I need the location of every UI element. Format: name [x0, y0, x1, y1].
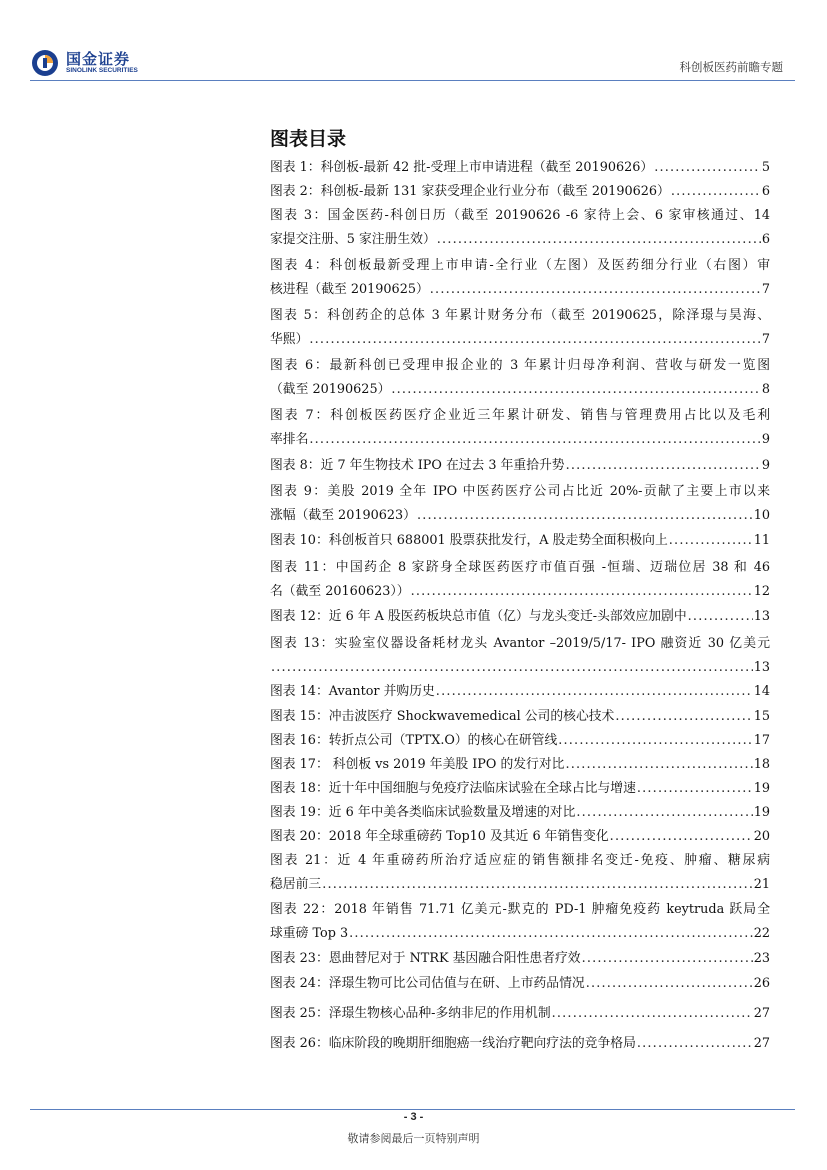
toc-line: [270, 1032, 770, 1056]
toc-entry-title: 图表 1：科创板-最新 42 批-受理上市申请进程（截至 20190626）: [270, 160, 654, 175]
toc-line: [270, 428, 770, 452]
toc-entry[interactable]: [270, 825, 770, 849]
toc-dot-leader: [411, 580, 753, 604]
toc-page-number: 21: [753, 877, 770, 892]
toc-dot-leader: [309, 328, 760, 352]
toc-entry[interactable]: [270, 777, 770, 801]
toc-line: [270, 801, 770, 825]
toc-page-number: 8: [761, 382, 770, 397]
toc-entry-title: 图表 8：近 7 年生物技术 IPO 在过去 3 年重拾升势: [270, 458, 565, 473]
toc-dot-leader: [309, 428, 760, 452]
toc-line: [270, 504, 770, 528]
brand-logo: [30, 48, 160, 80]
toc-line: [270, 873, 770, 897]
toc-dot-leader: [437, 228, 761, 252]
toc-entry-title: 图表 17： 科创板 vs 2019 年美股 IPO 的发行对比: [270, 757, 565, 772]
toc-dot-leader: [582, 947, 753, 971]
toc-line: [270, 180, 770, 204]
toc-entry-title: 图表 20：2018 年全球重磅药 Top10 及其近 6 年销售变化: [270, 829, 609, 844]
toc-entry-title: 图表 25：泽璟生物核心品种-多纳非尼的作用机制: [270, 1006, 551, 1021]
toc-dot-leader: [322, 873, 753, 897]
toc-line: [270, 922, 770, 946]
toc-entry[interactable]: [270, 753, 770, 777]
toc-page-number: 17: [753, 733, 770, 748]
toc-entry[interactable]: [270, 204, 770, 252]
toc-line: [270, 972, 770, 996]
page-number: - 3 -: [403, 1111, 424, 1123]
toc-dot-leader: [688, 605, 753, 629]
toc-page-number: 6: [761, 232, 770, 247]
toc-page-number: 12: [753, 584, 770, 599]
toc-line: [270, 605, 770, 629]
header-divider: [30, 80, 795, 81]
toc-line: [270, 304, 770, 328]
toc-line: [270, 156, 770, 180]
toc-line: [270, 580, 770, 604]
toc-entry[interactable]: [270, 180, 770, 204]
toc-page-number: 14: [753, 684, 770, 699]
toc-line: [270, 204, 770, 228]
toc-dot-leader: [566, 454, 761, 478]
toc-dot-leader: [654, 156, 761, 180]
toc-dot-leader: [610, 825, 753, 849]
toc-line: [270, 947, 770, 971]
toc-entry-title: 稳居前三: [270, 877, 322, 892]
toc-dot-leader: [615, 705, 752, 729]
toc-line: [270, 529, 770, 553]
toc-entry[interactable]: [270, 1002, 770, 1026]
toc-entry-title: 华熙）: [270, 332, 309, 347]
toc-entry[interactable]: [270, 680, 770, 704]
toc-page-number: 9: [761, 432, 770, 447]
toc-entry-title: 图表 22：2018 年销售 71.71 亿美元-默克的 PD-1 肿瘤免疫药 keytruda 跃局全: [270, 902, 770, 917]
toc-entry[interactable]: [270, 632, 770, 680]
toc-dot-leader: [271, 656, 753, 680]
toc-entry[interactable]: [270, 972, 770, 996]
toc-entry[interactable]: [270, 947, 770, 971]
toc-page-number: 22: [753, 926, 770, 941]
toc-dot-leader: [565, 753, 752, 777]
toc-dot-leader: [637, 777, 753, 801]
toc-dot-leader: [576, 801, 752, 825]
toc-page-number: 6: [761, 184, 770, 199]
toc-entry-title: 图表 24：泽璟生物可比公司估值与在研、上市药品情况: [270, 976, 585, 991]
toc-dot-leader: [637, 1032, 753, 1056]
toc-entry-title: 涨幅（截至 20190623）: [270, 508, 416, 523]
toc-entry[interactable]: [270, 1032, 770, 1056]
sinolink-logo-icon: [30, 48, 60, 78]
toc-entry-title: 球重磅 Top 3: [270, 926, 349, 941]
toc-page-number: 23: [753, 951, 770, 966]
toc-line: [270, 825, 770, 849]
toc-entry-title: 图表 23：恩曲替尼对于 NTRK 基因融合阳性患者疗效: [270, 951, 581, 966]
toc-entry-title: 图表 21：近 4 年重磅药所治疗适应症的销售额排名变迁-免疫、肿瘤、糖尿病: [270, 853, 770, 868]
toc-page-number: 26: [753, 976, 770, 991]
toc-entry-title: 图表 3：国金医药-科创日历（截至 20190626 -6 家待上会、6 家审核通过、14: [270, 208, 770, 223]
toc-line: [270, 656, 770, 680]
toc-dot-leader: [349, 922, 753, 946]
toc-dot-leader: [391, 378, 760, 402]
toc-page-number: 27: [753, 1006, 770, 1021]
toc-dot-leader: [669, 529, 753, 553]
toc-line: [270, 849, 770, 873]
toc-entry[interactable]: [270, 801, 770, 825]
toc-line: [270, 278, 770, 302]
toc-entry-title: 图表 14：Avantor 并购历史: [270, 684, 435, 699]
toc-entry-title: 图表 9：美股 2019 全年 IPO 中医药医疗公司占比近 20%-贡献了主要上市以来: [270, 484, 770, 499]
toc-dot-leader: [417, 504, 753, 528]
toc-line: [270, 680, 770, 704]
toc-entry-title: 家提交注册、5 家注册生效）: [270, 232, 436, 247]
toc-heading: 图表目录: [270, 128, 347, 150]
brand-name-cn: 国金证券: [66, 50, 131, 68]
toc-dot-leader: [671, 180, 761, 204]
toc-entry-title: 图表 11：中国药企 8 家跻身全球医药医疗市值百强 -恒瑞、迈瑞位居 38 和 46: [270, 560, 770, 575]
toc-entry[interactable]: [270, 254, 770, 302]
toc-dot-leader: [430, 278, 761, 302]
toc-line: [270, 228, 770, 252]
toc-page-number: 7: [761, 282, 770, 297]
toc-line: [270, 705, 770, 729]
toc-entry-title: 率排名: [270, 432, 309, 447]
toc-line: [270, 404, 770, 428]
toc-entry[interactable]: [270, 729, 770, 753]
toc-entry[interactable]: [270, 898, 770, 946]
toc-entry-title: 图表 13：实验室仪器设备耗材龙头 Avantor –2019/5/17- IPO 融资近 30 亿美元: [270, 636, 770, 651]
toc-page-number: 5: [761, 160, 770, 175]
toc-entry-title: 图表 10：科创板首只 688001 股票获批发行，A 股走势全面积极向上: [270, 533, 668, 548]
toc-entry-title: 图表 6：最新科创已受理申报企业的 3 年累计归母净利润、营收与研发一览图: [270, 358, 770, 373]
toc-entry[interactable]: [270, 404, 770, 452]
toc-entry-title: 图表 18：近十年中国细胞与免疫疗法临床试验在全球占比与增速: [270, 781, 636, 796]
toc-page-number: 7: [761, 332, 770, 347]
toc-line: [270, 753, 770, 777]
toc-entry[interactable]: [270, 529, 770, 553]
toc-entry-title: 名（截至 20160623））: [270, 584, 410, 599]
toc-line: [270, 898, 770, 922]
toc-line: [270, 632, 770, 656]
toc-page-number: 19: [753, 781, 770, 796]
toc-entry[interactable]: [270, 480, 770, 528]
toc-entry-title: 图表 5：科创药企的总体 3 年累计财务分布（截至 20190625，除泽璟与昊海、: [270, 308, 770, 323]
toc-page-number: 11: [753, 533, 770, 548]
toc-entry[interactable]: [270, 556, 770, 604]
toc-line: [270, 1002, 770, 1026]
toc-entry[interactable]: [270, 454, 770, 478]
toc-entry-title: 图表 12：近 6 年 A 股医药板块总市值（亿）与龙头变迁-头部效应加剧中: [270, 609, 687, 624]
footer-divider: [30, 1109, 795, 1110]
toc-dot-leader: [558, 729, 752, 753]
toc-entry[interactable]: [270, 605, 770, 629]
report-title: 科创板医药前瞻专题: [679, 60, 783, 74]
toc-line: [270, 354, 770, 378]
toc-entry-title: 图表 7：科创板医药医疗企业近三年累计研发、销售与管理费用占比以及毛利: [270, 408, 770, 423]
toc-line: [270, 254, 770, 278]
toc-page-number: 13: [753, 660, 770, 675]
toc-page-number: 9: [761, 458, 770, 473]
toc-page-number: 20: [753, 829, 770, 844]
toc-page-number: 10: [753, 508, 770, 523]
toc-entry-title: 图表 2：科创板-最新 131 家获受理企业行业分布（截至 20190626）: [270, 184, 670, 199]
toc-entry[interactable]: [270, 304, 770, 352]
toc-dot-leader: [586, 972, 753, 996]
toc-page-number: 27: [753, 1036, 770, 1051]
toc-dot-leader: [436, 680, 753, 704]
toc-line: [270, 454, 770, 478]
toc-dot-leader: [552, 1002, 753, 1026]
toc-entry-title: 图表 19：近 6 年中美各类临床试验数量及增速的对比: [270, 805, 576, 820]
toc-page-number: 15: [753, 709, 770, 724]
toc-line: [270, 378, 770, 402]
toc-entry[interactable]: [270, 705, 770, 729]
toc-line: [270, 556, 770, 580]
toc-entry[interactable]: [270, 849, 770, 897]
toc-line: [270, 729, 770, 753]
toc-entry-title: 图表 4：科创板最新受理上市申请-全行业（左图）及医药细分行业（右图）审: [270, 258, 770, 273]
toc-entry-title: 图表 15：冲击波医疗 Shockwavemedical 公司的核心技术: [270, 709, 615, 724]
toc-line: [270, 480, 770, 504]
toc-entry-title: 核进程（截至 20190625）: [270, 282, 429, 297]
toc-entry[interactable]: [270, 156, 770, 180]
toc-page-number: 18: [753, 757, 770, 772]
toc-page-number: 19: [753, 805, 770, 820]
disclaimer: 敬请参阅最后一页特别声明: [347, 1132, 480, 1145]
toc-entry-title: 图表 16：转折点公司（TPTX.O）的核心在研管线: [270, 733, 558, 748]
toc-page-number: 13: [753, 609, 770, 624]
toc-entry[interactable]: [270, 354, 770, 402]
toc-line: [270, 777, 770, 801]
brand-name-en: SINOLINK SECURITIES: [66, 67, 138, 74]
toc-entry-title: 图表 26：临床阶段的晚期肝细胞癌一线治疗靶向疗法的竞争格局: [270, 1036, 636, 1051]
toc-line: [270, 328, 770, 352]
toc-entry-title: （截至 20190625）: [270, 382, 391, 397]
